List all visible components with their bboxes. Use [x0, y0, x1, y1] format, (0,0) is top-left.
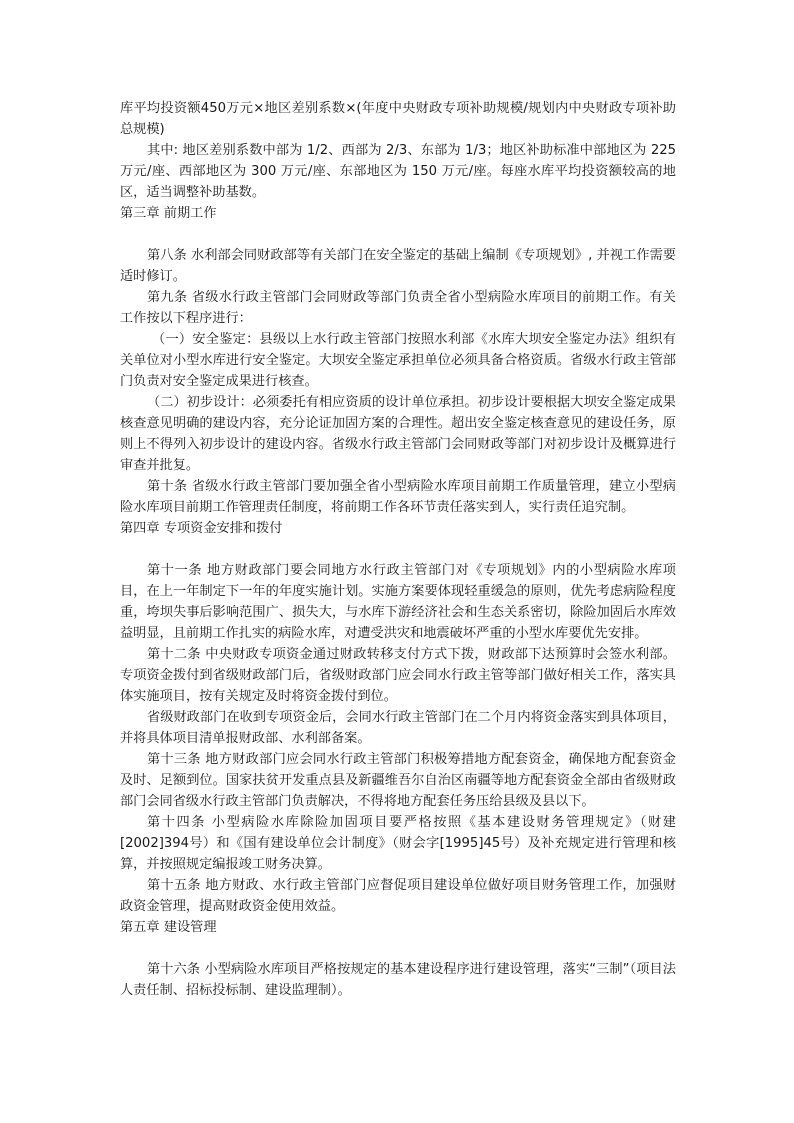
article-13: 第十三条 地方财政部门应会同水行政主管部门积极筹措地方配套资金，确保地方配套资金及时、足额到位。国家扶贫开发重点县及新疆维吾尔自治区南疆等地方配套资金全部由省级财政部门会同省级水行政主管部门负责解决，不得将地方配套任务压给县级及县以下。 [120, 752, 676, 809]
article-12-supplement: 省级财政部门在收到专项资金后，会同水行政主管部门在二个月内将资金落实到具体项目，并将具体项目清单报财政部、水利部备案。 [120, 710, 676, 746]
article-11: 第十一条 地方财政部门要会同地方水行政主管部门对《专项规划》内的小型病险水库项目，在上一年制定下一年的年度实施计划。实施方案要体现轻重缓急的原则，优先考虑病险程度重，垮坝失事后影响范围广、损失大，与水库下游经济社会和生态关系密切，除险加固后水库效益明显，且前期工作扎实的病险水库，对遭受洪灾和地震破坏严重的小型水库要优先安排。 [120, 563, 676, 641]
article-9-item-2: （二）初步设计：必须委托有相应资质的设计单位承担。初步设计要根据大坝安全鉴定成果核查意见明确的建设内容，充分论证加固方案的合理性。超出安全鉴定核查意见的建设任务，原则上不得列入初步设计的建设内容。省级水行政主管部门会同财政等部门对初步设计及概算进行审查并批复。 [120, 395, 676, 473]
article-8: 第八条 水利部会同财政部等有关部门在安全鉴定的基础上编制《专项规划》, 并视工作需要适时修订。 [120, 248, 676, 284]
spacer [120, 224, 676, 245]
article-10: 第十条 省级水行政主管部门要加强全省小型病险水库项目前期工作质量管理，建立小型病险水库项目前期工作管理责任制度，将前期工作各环节责任落实到人，实行责任追究制。 [120, 479, 676, 515]
paragraph-investment-formula: 库平均投资额450万元×地区差别系数×(年度中央财政专项补助规模/规划内中央财政专项补助总规模) [120, 101, 676, 137]
spacer [120, 938, 676, 959]
chapter-heading-4: 第四章 专项资金安排和拨付 [120, 521, 283, 536]
spacer [120, 539, 676, 560]
article-9-item-1: （一）安全鉴定：县级以上水行政主管部门按照水利部《水库大坝安全鉴定办法》组织有关单位对小型水库进行安全鉴定。大坝安全鉴定承担单位必须具备合格资质。省级水行政主管部门负责对安全鉴定成果进行核查。 [120, 332, 676, 389]
article-14: 第十四条 小型病险水库除险加固项目要严格按照《基本建设财务管理规定》（财建[2002]394号）和《国有建设单位会计制度》（财会字[1995]45号）及补充规定进行管理和核算，并按照规定编报竣工财务决算。 [120, 815, 676, 872]
article-16: 第十六条 小型病险水库项目严格按规定的基本建设程序进行建设管理，落实“三制”（项目法人责任制、招标投标制、建设监理制）。 [120, 962, 676, 998]
document-page [120, 98, 676, 1001]
chapter-heading-5: 第五章 建设管理 [120, 920, 217, 935]
article-15: 第十五条 地方财政、水行政主管部门应督促项目建设单位做好项目财务管理工作，加强财政资金管理，提高财政资金使用效益。 [120, 878, 676, 914]
article-9: 第九条 省级水行政主管部门会同财政等部门负责全省小型病险水库项目的前期工作。有关工作按以下程序进行： [120, 290, 676, 326]
article-12: 第十二条 中央财政专项资金通过财政转移支付方式下拨，财政部下达预算时会签水利部。专项资金拨付到省级财政部门后，省级财政部门应会同水行政主管等部门做好相关工作，落实具体实施项目，按有关规定及时将资金拨付到位。 [120, 647, 676, 704]
paragraph-regional-coefficients: 其中: 地区差别系数中部为 1/2、西部为 2/3、东部为 1/3；地区补助标准中部地区为 225 万元/座、西部地区为 300 万元/座、东部地区为 150 万元/座。每座水库平均投资额较高的地区，适当调整补助基数。 [120, 143, 676, 200]
chapter-heading-3: 第三章 前期工作 [120, 206, 217, 221]
